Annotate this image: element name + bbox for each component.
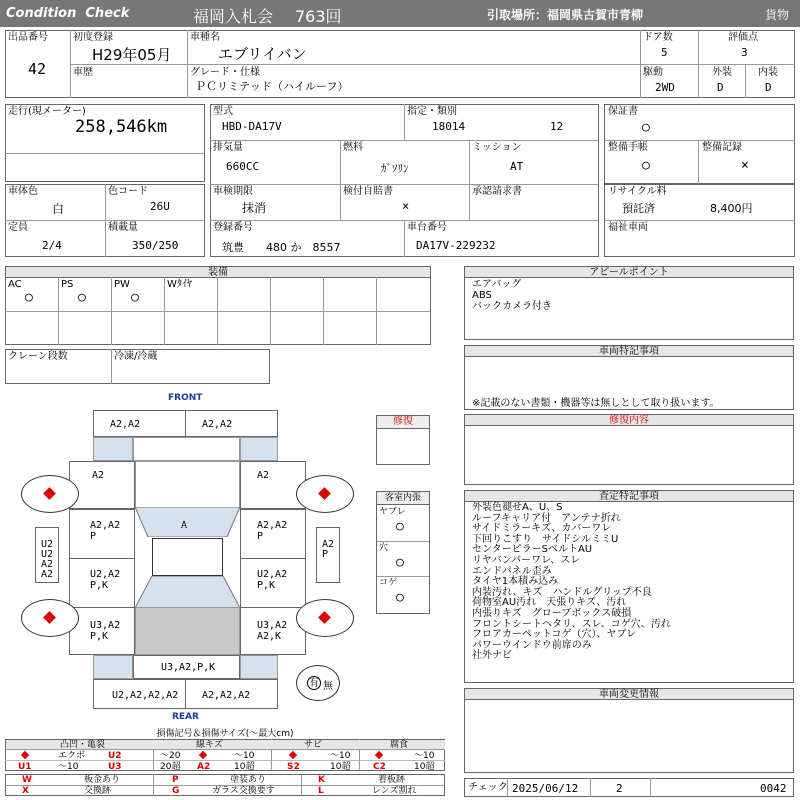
mission-label: ミッション [472, 142, 522, 153]
doors-label: ドア数 [643, 32, 673, 43]
panel-front-left-door: A2,A2 P [69, 509, 135, 559]
body-color: 白 [52, 202, 65, 216]
load-label: 積載量 [108, 222, 138, 233]
panel-left-side: U2 U2 A2 A2 [35, 527, 59, 583]
cabin-ana-value: ○ [396, 555, 404, 570]
lot-no: 42 [28, 60, 47, 78]
maint-record-label: 整備記録 [702, 142, 742, 153]
check-num: 2 [616, 782, 623, 795]
special-notes-footnote: ※記載のない書類・機器等は無しとして取り扱います。 [472, 398, 720, 409]
panel-front-right-door: A2,A2 P [240, 509, 306, 559]
spare-yes: 有 [309, 678, 319, 689]
cabin-header: 客室内張 [377, 492, 429, 505]
panel-rear-left-quarter: U3,A2 P,K [69, 607, 135, 655]
score-label: 評価点 [728, 32, 758, 43]
maint-book: ○ [642, 158, 650, 173]
panel-left-fender: A2 [69, 461, 135, 509]
w-tire-label: Wﾀｲﾔ [167, 279, 192, 290]
panel-rear-right-door: U2,A2 P,K [240, 558, 306, 608]
appeal-item: エアバッグ [472, 279, 522, 290]
note-item: エンドパネル歪み [472, 565, 552, 577]
crane-label: クレーン段数 [8, 351, 68, 362]
cabin-yabure-label: ヤブレ [379, 507, 406, 517]
freezer-label: 冷凍/冷蔵 [114, 351, 158, 362]
change-info-header: 車両変更情報 [464, 688, 794, 700]
panel-right-fender: A2 [240, 461, 306, 509]
front-label: FRONT [168, 393, 203, 403]
check-date: 2025/06/12 [512, 782, 579, 795]
equipment-header: 装備 [5, 266, 431, 278]
check-code: 0042 [760, 782, 787, 795]
appeal-header: アピールポイント [464, 266, 794, 278]
pw-value: ○ [131, 290, 139, 305]
repair-content-box [464, 425, 794, 485]
body-color-label: 車体色 [8, 186, 38, 197]
self-liability: × [402, 199, 410, 213]
panel-hood-damage: A [181, 520, 188, 531]
model: HBD-DA17V [222, 120, 282, 133]
appeal-item: バックカメラ付き [472, 301, 552, 312]
wheel-front-left [21, 475, 79, 513]
wheel-front-right [296, 475, 354, 513]
recycle-label: リサイクル料 [608, 186, 667, 197]
cabin-koge-label: コゲ [379, 578, 398, 588]
chassis-label: 車台番号 [407, 222, 447, 233]
vehicle-class: 貨物 [765, 8, 790, 22]
self-liability-label: 検付自賠書 [343, 186, 393, 197]
legend-header-rust: サビ [304, 740, 323, 750]
inspection: 抹消 [242, 201, 267, 215]
rear-window [135, 576, 240, 608]
header-bar [0, 0, 800, 27]
category: 12 [550, 120, 564, 133]
spare-no: 無 [323, 681, 333, 692]
mission: AT [510, 160, 524, 173]
special-notes-header: 車両特記事項 [464, 345, 794, 357]
inspection-label: 車検期限 [213, 186, 253, 197]
note-item: 内装汚れ、キズ ハンドルグリップ不良 [472, 586, 652, 598]
maint-book-label: 整備手帳 [608, 142, 648, 153]
note-item: 社外ナビ [472, 650, 512, 662]
ac-label: AC [8, 279, 22, 290]
pw-label: PW [114, 279, 130, 290]
repair-content-header: 修復内容 [464, 414, 794, 426]
drive: 2WD [655, 81, 675, 94]
fuel-label: 燃料 [343, 142, 363, 153]
history-label: 車歴 [73, 67, 93, 78]
cargo-floor [135, 607, 240, 655]
warranty: ○ [642, 120, 650, 135]
car-name-label: 車種名 [190, 32, 220, 43]
note-item: 内張りキズ グローブボックス破損 [472, 607, 632, 619]
panel-rear-bumper-left: U2,A2,A2,A2 [93, 679, 186, 709]
note-item: パワーウインドウ前席のみ [472, 639, 592, 651]
pickup-location: 引取場所：福岡県古賀市青柳 [487, 8, 644, 22]
change-info-box [464, 699, 794, 773]
displacement-label: 排気量 [213, 142, 243, 153]
header-title-left: Condition Check [6, 6, 130, 21]
designation-label: 指定・類別 [407, 106, 457, 117]
maint-record: × [741, 158, 749, 173]
ac-value: ○ [25, 290, 33, 305]
panel-rear-right-quarter: U3,A2 A2,K [240, 607, 306, 655]
note-item: センターピラーSベルトAU [472, 544, 593, 556]
inspector-notes-header: 査定特記事項 [464, 490, 794, 502]
legend-title: 損傷記号＆損傷サイズ(〜最大cm) [156, 729, 294, 739]
drive-label: 駆動 [643, 67, 663, 78]
note-item: 外装色褪せA、U、S [472, 502, 563, 513]
interior-grade: D [765, 81, 772, 94]
color-code-label: 色コード [108, 186, 148, 197]
panel-back-door: U3,A2,P,K [133, 655, 240, 679]
legend-header-corrosion: 腐食 [390, 740, 409, 750]
capacity: 2/4 [42, 239, 62, 252]
interior-label: 内装 [758, 67, 778, 78]
exterior-grade: D [717, 81, 724, 94]
cabin-koge-value: ○ [396, 590, 404, 605]
note-item: サイドミラーキズ、カバーワレ [472, 523, 612, 535]
windshield [135, 507, 240, 537]
welfare-label: 福祉車両 [608, 222, 648, 233]
note-item: フロントシートヘタリ、スレ、コゲ穴、汚れ [472, 618, 671, 630]
note-item: ルーフキャリア付 アンテナ折れ [472, 512, 621, 524]
panel-right-side: A2 P [316, 527, 340, 583]
roof [152, 538, 223, 576]
note-item: リヤバンパーワレ、スレ [472, 554, 581, 566]
first-reg: H29年05月 [92, 46, 172, 64]
first-reg-label: 初度登録 [73, 32, 113, 43]
color-code: 26U [150, 200, 170, 213]
model-label: 型式 [213, 106, 233, 117]
legend-header-scratch: 線キズ [196, 740, 223, 750]
wheel-rear-right [296, 599, 354, 637]
fuel: ｶﾞｿﾘﾝ [381, 162, 409, 175]
panel-rear-left-door: U2,A2 P,K [69, 558, 135, 608]
repair-label: 修復 [377, 416, 429, 429]
auction-number: 763回 [295, 7, 342, 26]
note-item: タイヤ1本積み込み [472, 576, 559, 588]
recycle-status: 預託済 [622, 202, 655, 215]
inspector-notes-list [472, 503, 671, 662]
appeal-item: ABS [472, 290, 492, 301]
note-item: 荷物室AU汚れ 天張りキズ、汚れ [472, 597, 627, 609]
chassis: DA17V-229232 [416, 239, 496, 252]
check-label: チェック [468, 782, 508, 793]
panel-front-right: A2,A2 [185, 410, 278, 437]
appeal-list [472, 279, 552, 312]
grade-label: グレード・仕様 [190, 67, 260, 78]
mileage: 258,546km [75, 117, 168, 137]
note-item: 下回りこすり サイドシルミミU [472, 533, 619, 545]
wheel-rear-left [21, 599, 79, 637]
score: 3 [741, 46, 748, 59]
grade: ＰＣリミテッド（ハイルーフ） [195, 80, 349, 93]
ps-value: ○ [78, 290, 86, 305]
panel-front-left: A2,A2 [93, 410, 186, 437]
doors: 5 [661, 46, 668, 59]
car-name: エブリイバン [218, 45, 307, 63]
lot-no-label: 出品番号 [8, 32, 48, 43]
panel-rear-bumper-right: A2,A2,A2 [185, 679, 278, 709]
auction-name: 福岡入札会 [193, 7, 274, 26]
reg-no: 筑豊 480 か 8557 [222, 241, 341, 254]
displacement: 660CC [226, 160, 260, 173]
approval-label: 承認請求書 [472, 186, 522, 197]
legend-header-dent: 凸凹・亀裂 [60, 740, 106, 750]
cabin-yabure-value: ○ [396, 519, 404, 534]
note-item: フロアカーペットコゲ（穴）、ヤブレ [472, 629, 637, 641]
warranty-label: 保証書 [608, 106, 638, 117]
ps-label: PS [61, 279, 74, 290]
designation: 18014 [432, 120, 466, 133]
load: 350/250 [132, 239, 179, 252]
reg-no-label: 登録番号 [213, 222, 253, 233]
exterior-label: 外装 [712, 67, 732, 78]
mileage-label: 走行(現メーター) [8, 106, 86, 117]
rear-label: REAR [172, 712, 199, 722]
capacity-label: 定員 [8, 222, 28, 233]
cabin-ana-label: 穴 [379, 543, 389, 553]
spare-tire [296, 665, 340, 701]
recycle-fee: 8,400円 [710, 202, 753, 215]
